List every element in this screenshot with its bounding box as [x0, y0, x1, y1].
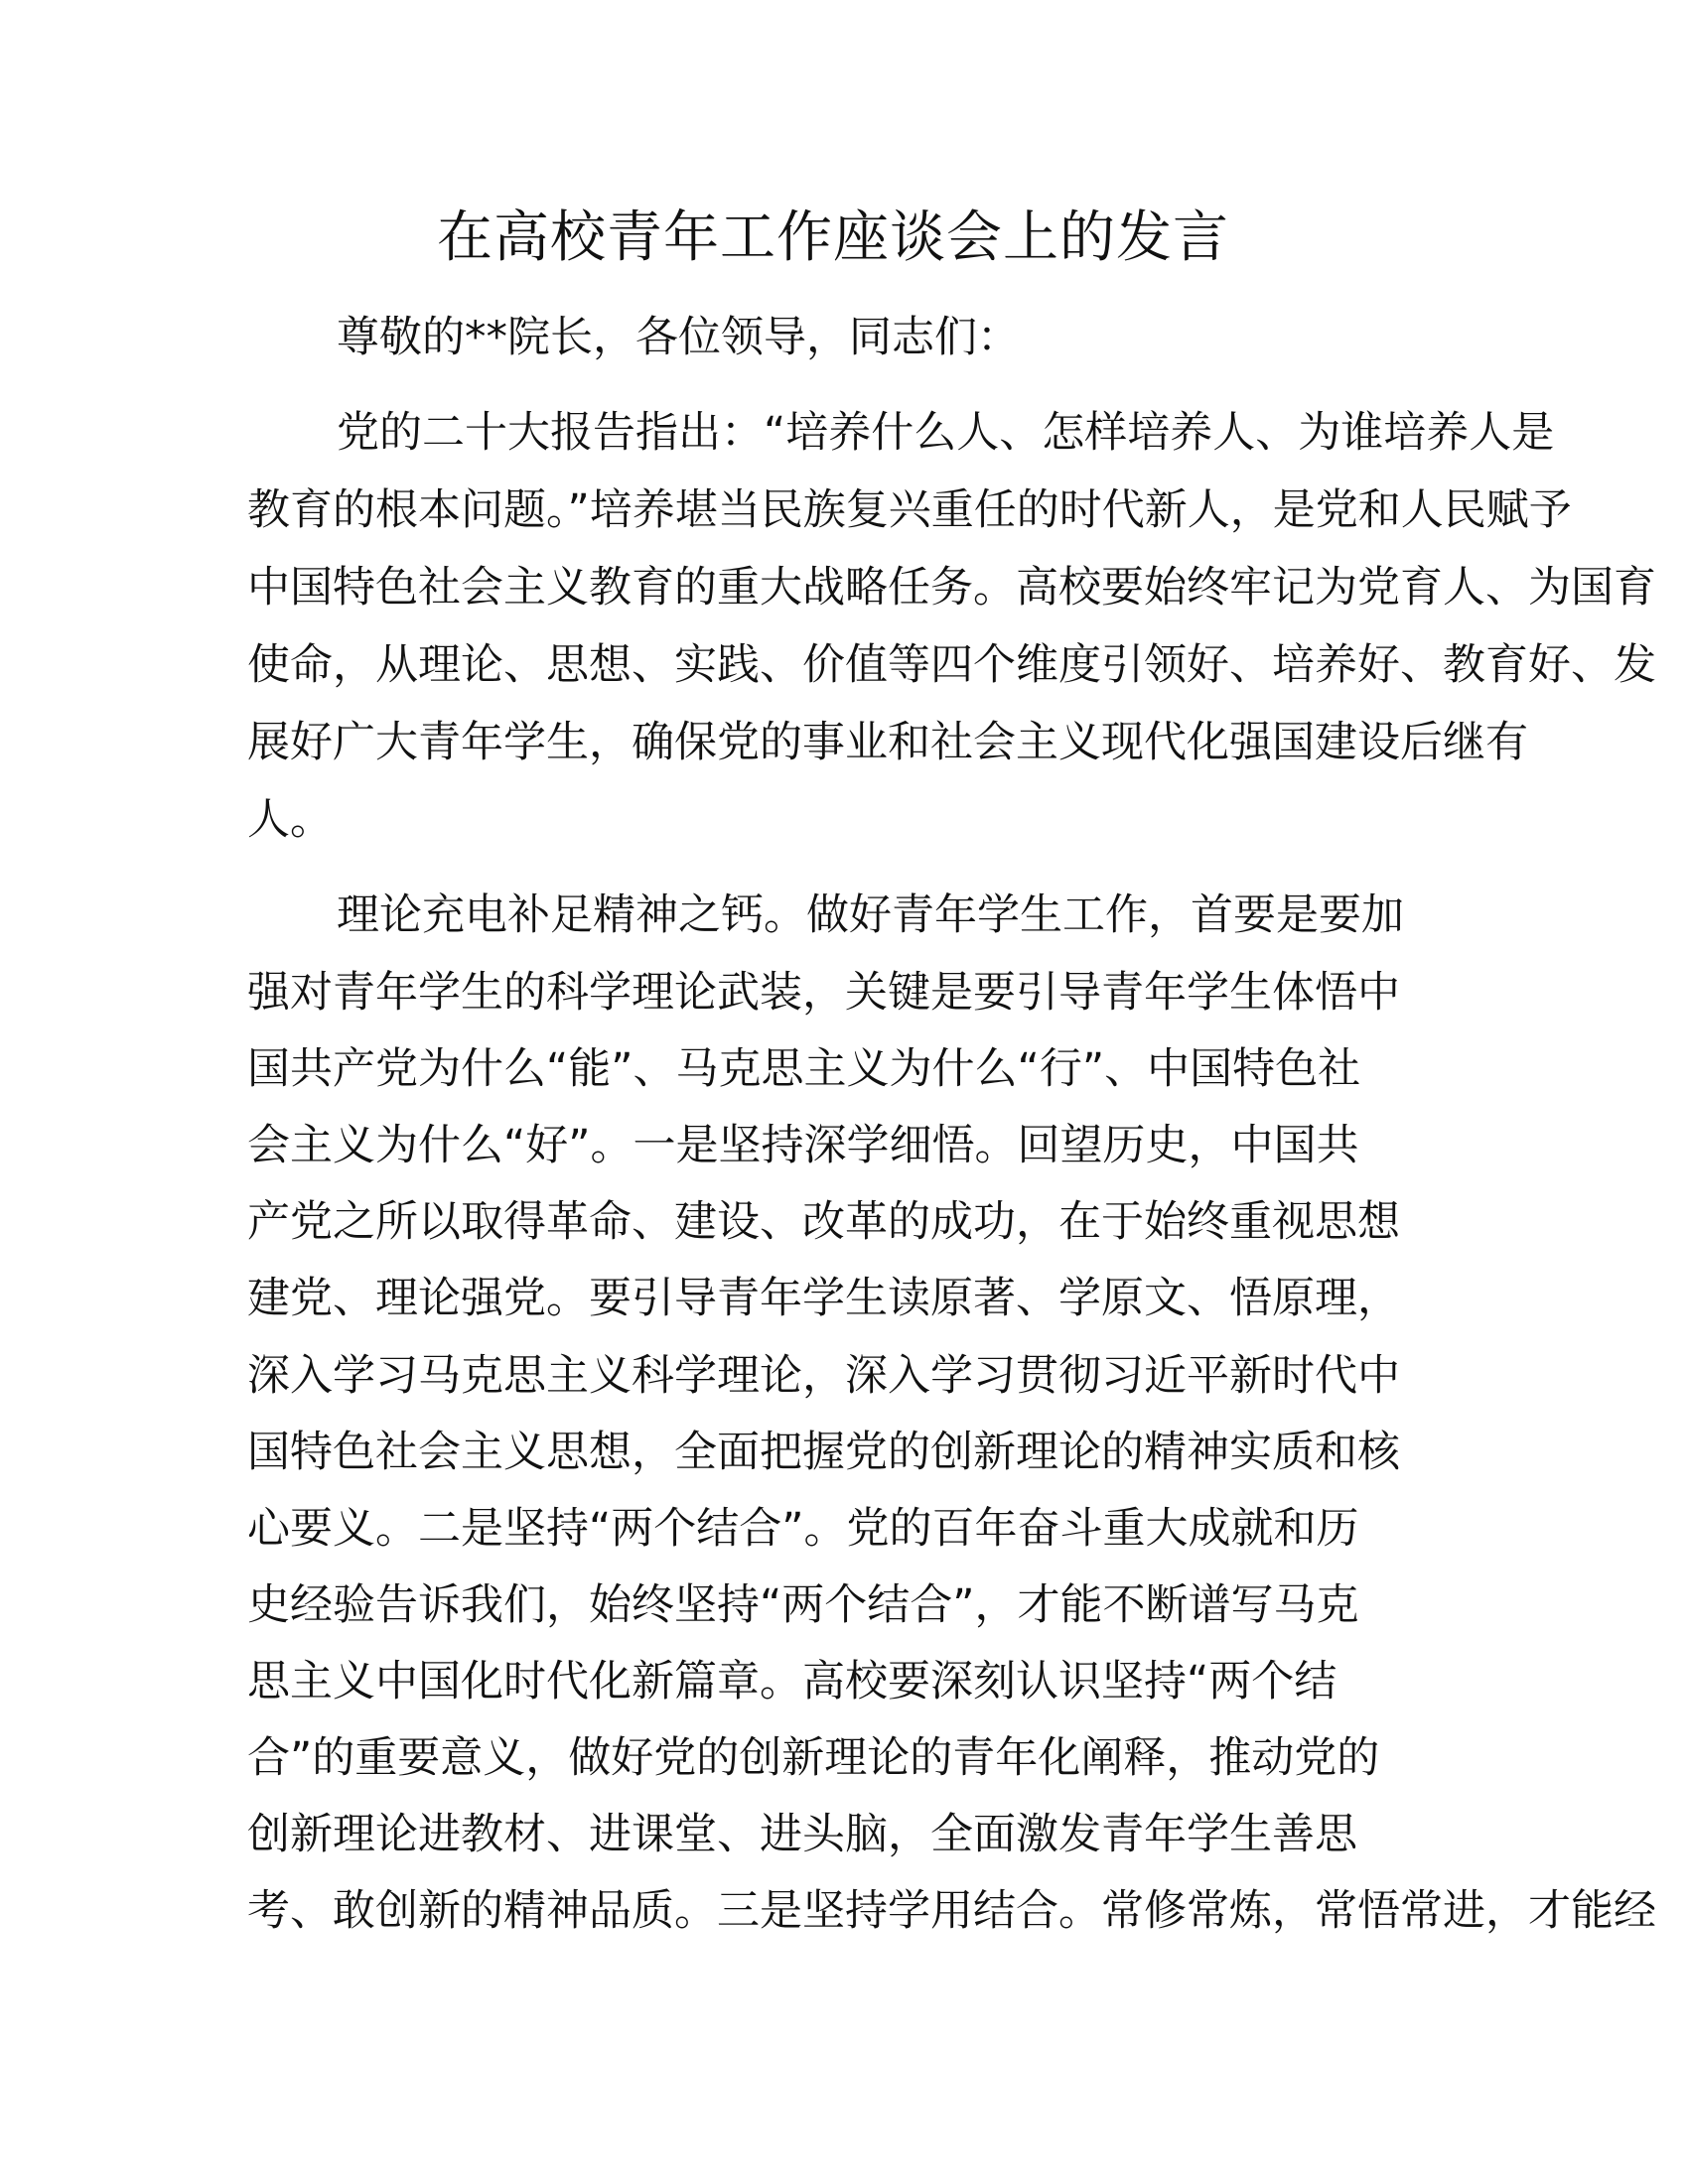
salutation: 尊敬的**院长，各位领导，同志们：	[337, 313, 1020, 362]
paragraph-1-line: 党的二十大报告指出：“培养什么人、怎样培养人、为谁培养人是	[337, 408, 1555, 458]
paragraph-2-line: 史经验告诉我们，始终坚持“两个结合”，才能不断谱写马克	[247, 1580, 1359, 1630]
paragraph-2-line: 合”的重要意义，做好党的创新理论的青年化阐释，推动党的	[247, 1733, 1380, 1783]
paragraph-2-line: 会主义为什么“好”。一是坚持深学细悟。回望历史，中国共	[247, 1121, 1359, 1170]
paragraph-2-line: 心要义。二是坚持“两个结合”。党的百年奋斗重大成就和历	[247, 1504, 1359, 1554]
paragraph-2-line: 产党之所以取得革命、建设、改革的成功，在于始终重视思想	[247, 1197, 1400, 1247]
paragraph-2-line: 考、敢创新的精神品质。三是坚持学用结合。常修常炼，常悟常进，才能经	[247, 1886, 1656, 1936]
paragraph-2-line: 国共产党为什么“能”、马克思主义为什么“行”、中国特色社	[247, 1044, 1361, 1094]
paragraph-2-line: 国特色社会主义思想，全面把握党的创新理论的精神实质和核	[247, 1428, 1400, 1477]
paragraph-1-line: 中国特色社会主义教育的重大战略任务。高校要始终牢记为党育人、为国育	[247, 563, 1656, 613]
paragraph-2-line: 理论充电补足精神之钙。做好青年学生工作，首要是要加	[337, 890, 1404, 940]
paragraph-2-line: 创新理论进教材、进课堂、进头脑，全面激发青年学生善思	[247, 1810, 1357, 1859]
paragraph-1-line: 展好广大青年学生，确保党的事业和社会主义现代化强国建设后继有	[247, 718, 1528, 767]
paragraph-1-line: 使命，从理论、思想、实践、价值等四个维度引领好、培养好、教育好、发	[247, 640, 1656, 690]
paragraph-2-line: 强对青年学生的科学理论武装，关键是要引导青年学生体悟中	[247, 968, 1400, 1018]
paragraph-2-line: 思主义中国化时代化新篇章。高校要深刻认识坚持“两个结	[247, 1657, 1337, 1706]
document-title: 在高校青年工作座谈会上的发言	[437, 205, 1229, 270]
paragraph-1-line: 教育的根本问题。”培养堪当民族复兴重任的时代新人，是党和人民赋予	[247, 485, 1572, 535]
paragraph-2-line: 深入学习马克思主义科学理论，深入学习贯彻习近平新时代中	[247, 1351, 1400, 1401]
paragraph-1-line: 人。	[247, 795, 333, 845]
paragraph-2-line: 建党、理论强党。要引导青年学生读原著、学原文、悟原理，	[247, 1274, 1400, 1323]
